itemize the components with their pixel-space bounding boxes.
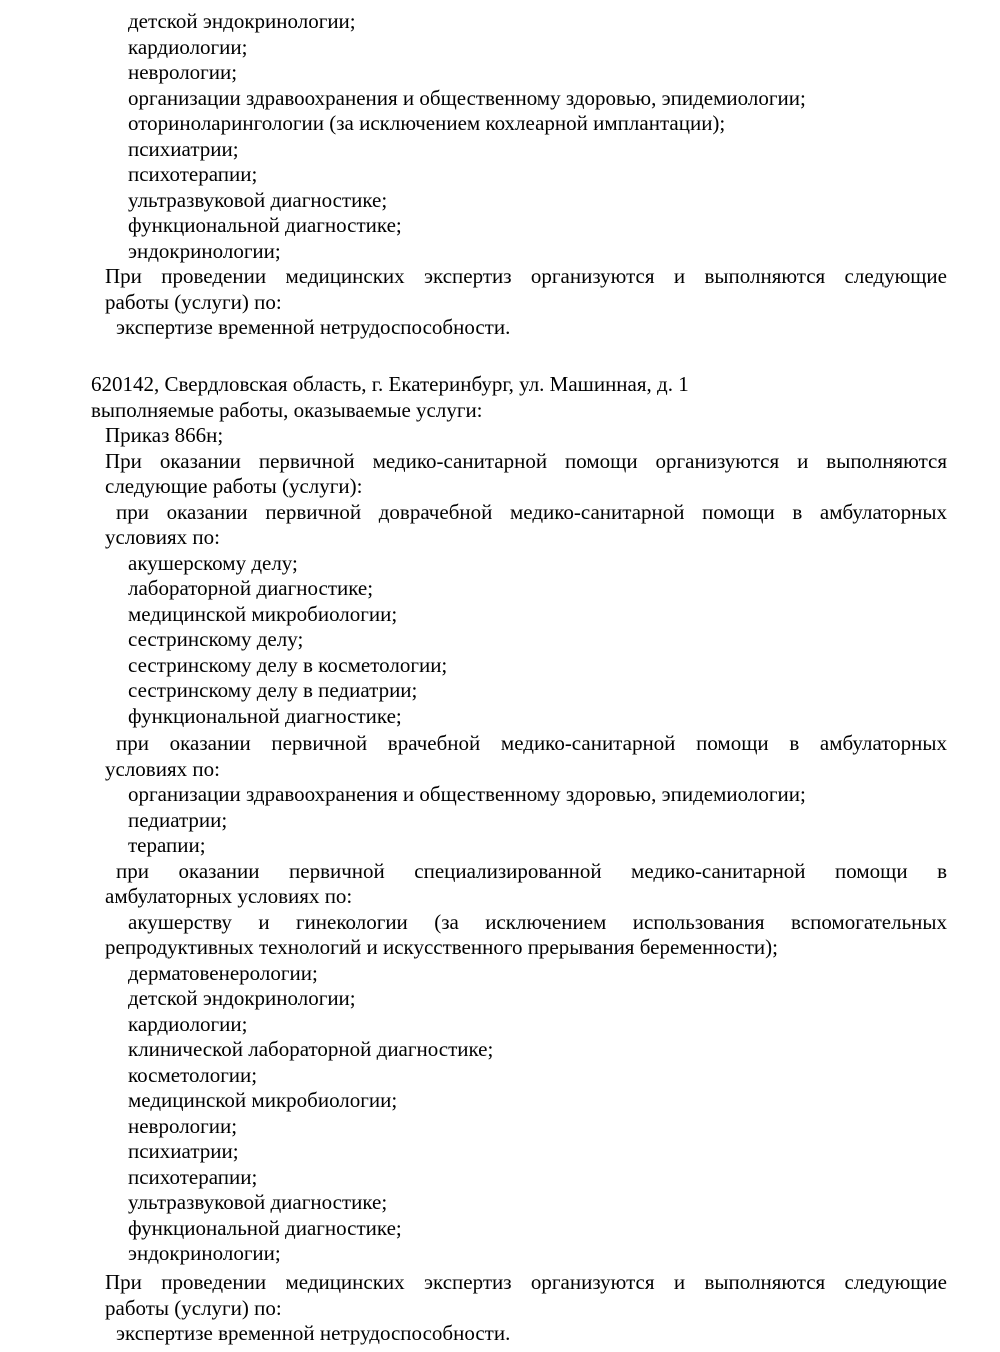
specialized-heading-continued: амбулаторных условиях по:: [105, 884, 353, 908]
list-item: неврологии;: [128, 1114, 238, 1138]
list-item: медицинской микробиологии;: [128, 602, 398, 626]
list-item: организации здравоохранения и общественному здоровью, эпидемиологии;: [128, 86, 806, 110]
list-item: психотерапии;: [128, 1165, 258, 1189]
list-item: акушерскому делу;: [128, 551, 298, 575]
specialized-heading: при оказании первичной специализированной медико-санитарной помощи в: [116, 859, 947, 883]
expertise-intro: При проведении медицинских экспертиз организуются и выполняются следующие: [105, 264, 947, 288]
list-item: терапии;: [128, 833, 206, 857]
expertise-intro-continued: работы (услуги) по:: [105, 1296, 282, 1320]
list-item: детской эндокринологии;: [128, 9, 356, 33]
list-item: психотерапии;: [128, 162, 258, 186]
list-item: клинической лабораторной диагностике;: [128, 1037, 494, 1061]
list-item: кардиологии;: [128, 35, 248, 59]
list-item: лабораторной диагностике;: [128, 576, 374, 600]
list-item-obgyn: акушерству и гинекологии (за исключением использования вспомогательных: [128, 910, 947, 934]
list-item: ультразвуковой диагностике;: [128, 1190, 388, 1214]
list-item: функциональной диагностике;: [128, 1216, 402, 1240]
works-label: выполняемые работы, оказываемые услуги:: [91, 398, 483, 422]
prevrach-heading: при оказании первичной доврачебной медико-санитарной помощи в амбулаторных: [116, 500, 947, 524]
list-item: эндокринологии;: [128, 1241, 281, 1265]
list-item: сестринскому делу в педиатрии;: [128, 678, 418, 702]
list-item: сестринскому делу в косметологии;: [128, 653, 448, 677]
prevrach-heading-continued: условиях по:: [105, 525, 220, 549]
list-item: функциональной диагностике;: [128, 213, 402, 237]
expertise-item: экспертизе временной нетрудоспособности.: [116, 1321, 511, 1345]
list-item: детской эндокринологии;: [128, 986, 356, 1010]
primary-care-intro: При оказании первичной медико-санитарной помощи организуются и выполняются: [105, 449, 947, 473]
address-line: 620142, Свердловская область, г. Екатеринбург, ул. Машинная, д. 1: [91, 372, 689, 396]
list-item: педиатрии;: [128, 808, 228, 832]
expertise-item: экспертизе временной нетрудоспособности.: [116, 315, 511, 339]
list-item: оториноларингологии (за исключением кохлеарной имплантации);: [128, 111, 726, 135]
list-item: психиатрии;: [128, 137, 239, 161]
list-item: психиатрии;: [128, 1139, 239, 1163]
list-item: ультразвуковой диагностике;: [128, 188, 388, 212]
list-item: кардиологии;: [128, 1012, 248, 1036]
list-item: неврологии;: [128, 60, 238, 84]
list-item: организации здравоохранения и общественному здоровью, эпидемиологии;: [128, 782, 806, 806]
vrach-heading: при оказании первичной врачебной медико-санитарной помощи в амбулаторных: [116, 731, 947, 755]
list-item: медицинской микробиологии;: [128, 1088, 398, 1112]
expertise-intro-continued: работы (услуги) по:: [105, 290, 282, 314]
vrach-heading-continued: условиях по:: [105, 757, 220, 781]
list-item: дерматовенерологии;: [128, 961, 318, 985]
primary-care-intro-continued: следующие работы (услуги):: [105, 474, 363, 498]
expertise-intro: При проведении медицинских экспертиз организуются и выполняются следующие: [105, 1270, 947, 1294]
list-item: функциональной диагностике;: [128, 704, 402, 728]
list-item-obgyn-continued: репродуктивных технологий и искусственного прерывания беременности);: [105, 935, 778, 959]
list-item: эндокринологии;: [128, 239, 281, 263]
list-item: косметологии;: [128, 1063, 258, 1087]
order-reference: Приказ 866н;: [105, 423, 224, 447]
list-item: сестринскому делу;: [128, 627, 304, 651]
